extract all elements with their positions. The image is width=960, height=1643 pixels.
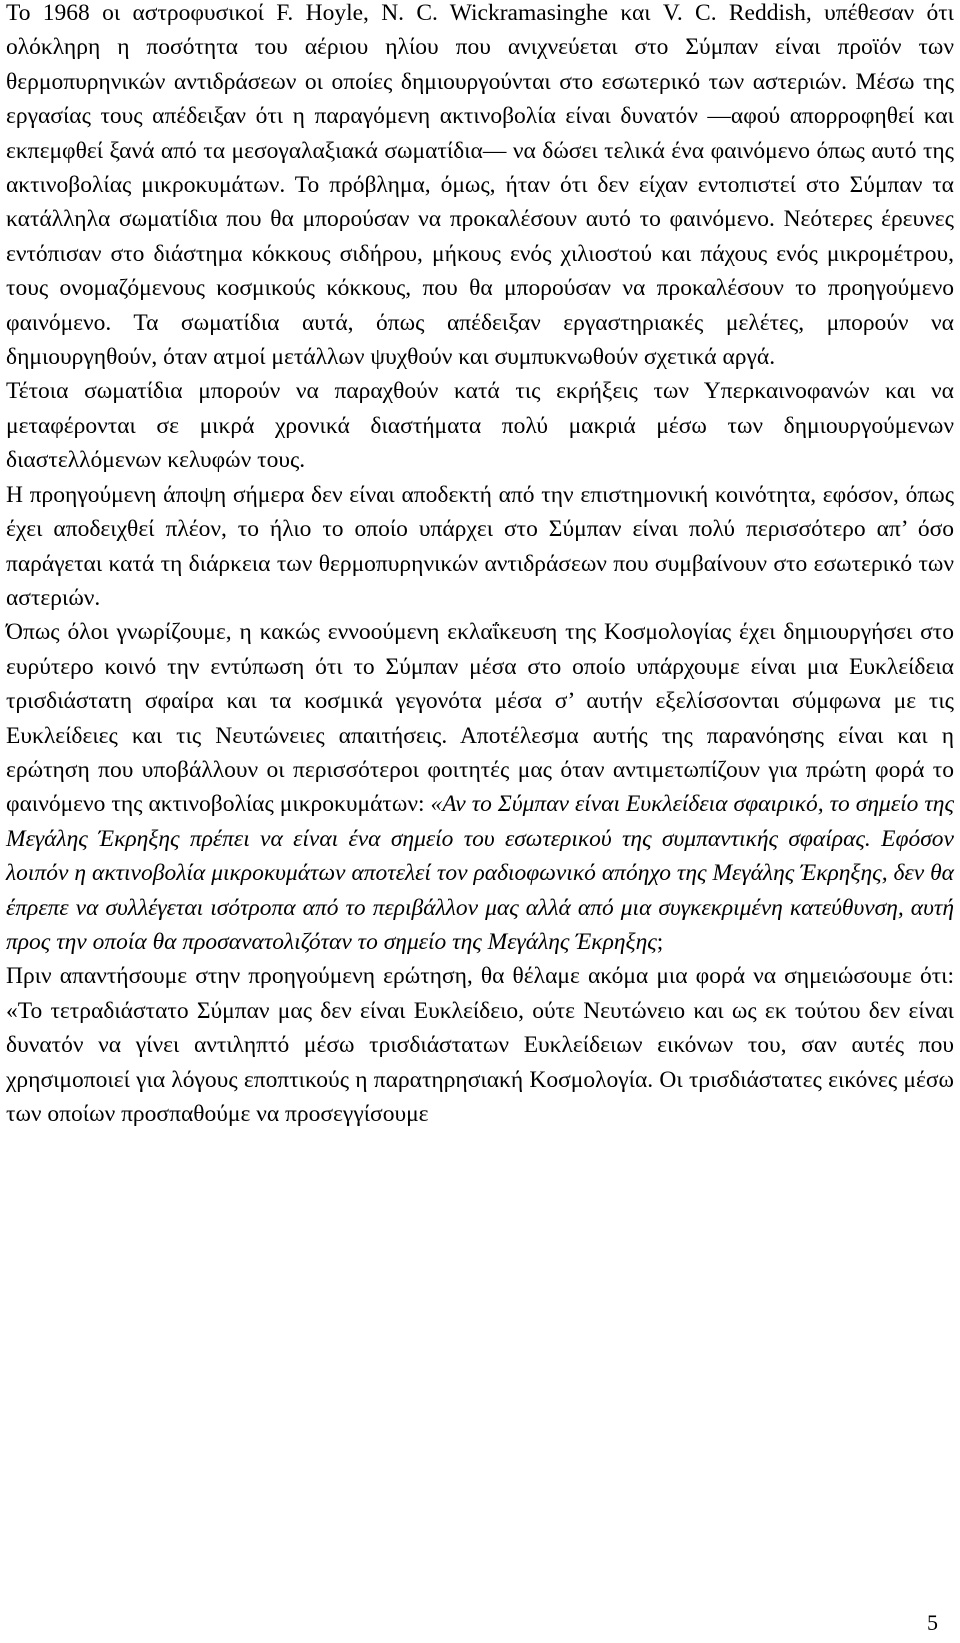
- paragraph-four-dimensional-universe: [6, 959, 954, 1131]
- paragraph-hoyle-hypothesis: [6, 0, 954, 374]
- paragraph-text: Το 1968 οι αστροφυσικοί F. Hoyle, N. C. Wickramasinghe και V. C. Reddish, υπέθεσαν ότι ολόκληρη η ποσότητα του αέριου ηλίου που ανιχνεύεται στο Σύμπαν είναι προϊόν των θερμοπυρηνικών αντιδράσεων οι οποίες δημιουργούνται στο εσωτερικό των αστεριών. Μέσω της εργασίας τους απέδειξαν ότι η παραγόμενη ακτινοβολία είναι δυνατόν —αφού απορροφηθεί και εκπεμφθεί ξανά από τα μεσογαλαξιακά σωματίδια— να δώσει τελικά ένα φαινόμενο όπως αυτό της ακτινοβολίας μικροκυμάτων. Το πρόβλημα, όμως, ήταν ότι δεν είχαν εντοπιστεί στο Σύμπαν τα κατάλληλα σωματίδια που θα μπορούσαν να προκαλέσουν αυτό το φαινόμενο. Νεότερες έρευνες εντόπισαν στο διάστημα κόκκους σιδήρου, μήκους ενός χιλιοστού και πάχους ενός μικρομέτρου, τους ονομαζόμενους κοσμικούς κόκκους, που θα μπορούσαν να προκαλέσουν το προηγούμενο φαινόμενο. Τα σωματίδια αυτά, όπως απέδειξαν εργαστηριακές μελέτες, μπορούν να δημιουργηθούν, όταν ατμοί μετάλλων ψυχθούν και συμπυκνωθούν σχετικά αργά.: [6, 0, 954, 371]
- quoted-question: «Αν το Σύμπαν είναι Ευκλείδεια σφαιρικό, το σημείο της Μεγάλης Έκρηξης πρέπει να είναι ένα σημείο του εσωτερικού της συμπαντικής σφαίρας. Εφόσον λοιπόν η ακτινοβολία μικροκυμάτων αποτελεί τον ραδιοφωνικό απόηχο της Μεγάλης Έκρηξης, δεν θα έπρεπε να συλλέγεται ισότροπα από το περιβάλλον μας αλλά από μια συγκεκριμένη κατεύθυνση, αυτή προς την οποία θα προσανατολιζόταν το σημείο της Μεγάλης Έκρηξης: [6, 791, 954, 955]
- paragraph-euclidean-misconception: [6, 615, 954, 959]
- paragraph-supernova-particles: [6, 374, 954, 477]
- paragraph-text: Πριν απαντήσουμε στην προηγούμενη ερώτηση, θα θέλαμε ακόμα μια φορά να σημειώσουμε ότι: «Το τετραδιάστατο Σύμπαν μας δεν είναι Ευκλείδειο, ούτε Νευτώνειο και ως εκ τούτου δεν είναι δυνατόν να γίνει αντιληπτό μέσω τρισδιάστατων Ευκλείδειων εικόνων του, σαν αυτές που χρησιμοποιεί για λόγους εποπτικούς η παρατηρησιακή Κοσμολογία. Οι τρισδιάστατες εικόνες μέσω των οποίων προσπαθούμε να προσεγγίσουμε: [6, 963, 954, 1127]
- paragraph-text: Τέτοια σωματίδια μπορούν να παραχθούν κατά τις εκρήξεις των Υπερκαινοφανών και να μεταφέρονται σε μικρά χρονικά διαστήματα πολύ μακριά μέσω των δημιουργούμενων διαστελλόμενων κελυφών τους.: [6, 378, 954, 474]
- page-number: 5: [927, 1610, 938, 1635]
- paragraph-helium-view: [6, 478, 954, 616]
- paragraph-tail: ;: [656, 928, 664, 955]
- document-page: [6, 0, 954, 1131]
- paragraph-text: Η προηγούμενη άποψη σήμερα δεν είναι αποδεκτή από την επιστημονική κοινότητα, εφόσον, όπως έχει αποδειχθεί πλέον, το ήλιο το οποίο υπάρχει στο Σύμπαν είναι πολύ περισσότερο απ’ όσο παράγεται κατά τη διάρκεια των θερμοπυρηνικών αντιδράσεων που συμβαίνουν στο εσωτερικό των αστεριών.: [6, 481, 954, 611]
- paragraph-text: Όπως όλοι γνωρίζουμε, η κακώς εννοούμενη εκλαΐκευση της Κοσμολογίας έχει δημιουργήσει στο ευρύτερο κοινό την εντύπωση ότι το Σύμπαν μέσα στο οποίο υπάρχουμε είναι μια Ευκλείδεια τρισδιάστατη σφαίρα και τα κοσμικά γεγονότα μέσα σ’ αυτήν εξελίσσονται σύμφωνα με τις Ευκλείδειες και τις Νευτώνειες απαιτήσεις. Αποτέλεσμα αυτής της παρανόησης είναι και η ερώτηση που υποβάλλουν οι περισσότεροι φοιτητές μας όταν αντιμετωπίζουν για πρώτη φορά το φαινόμενο της ακτινοβολίας μικροκυμάτων:: [6, 619, 954, 818]
